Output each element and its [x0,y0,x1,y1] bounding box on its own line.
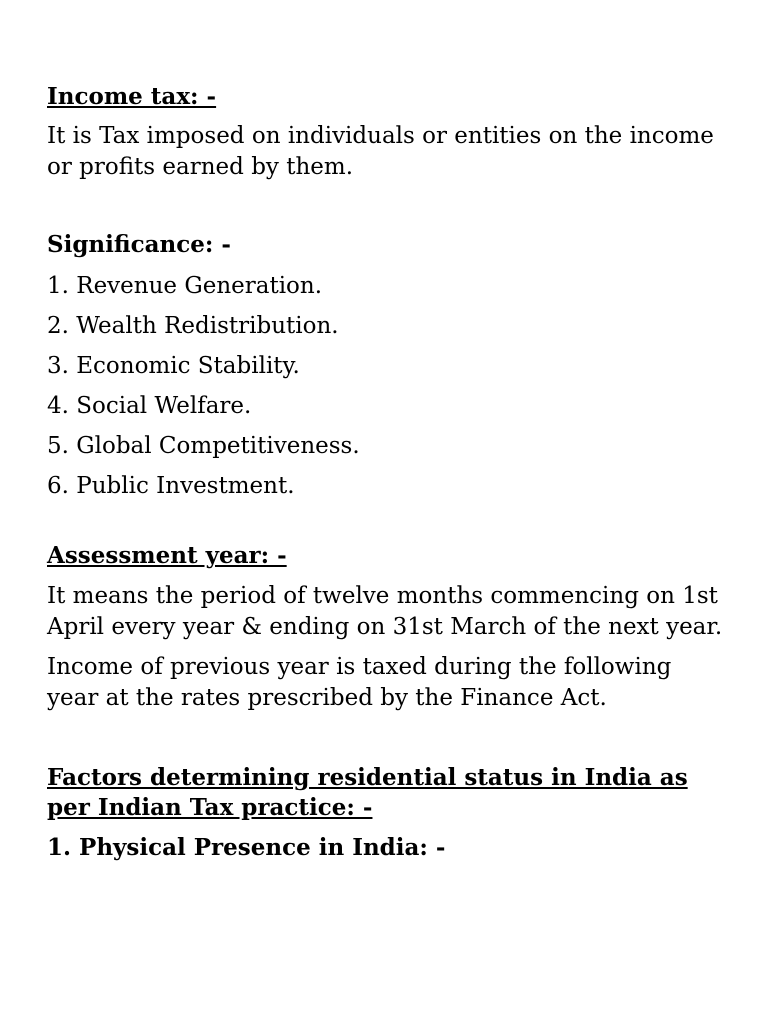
income-tax-heading: Income tax: - [47,83,217,110]
list-item: 4. Social Welfare. [47,393,252,419]
list-item: 6. Public Investment. [47,473,295,499]
list-item: 2. Wealth Redistribution. [47,313,339,339]
list-item: 1. Revenue Generation. [47,273,323,299]
document-page [47,82,727,863]
income-tax-definition: It is Tax imposed on individuals or entities on the income or profits earned by them. [47,123,714,180]
assessment-year-heading: Assessment year: - [47,542,287,569]
significance-list [47,271,727,501]
significance-heading: Significance: - [47,231,231,258]
list-item: 3. Economic Stability. [47,353,300,379]
assessment-year-paragraph-1: It means the period of twelve months commencing on 1st April every year & ending on 31st March of the next year. [47,583,723,640]
list-item: 5. Global Competitiveness. [47,433,360,459]
assessment-year-paragraph-2: Income of previous year is taxed during the following year at the rates prescribed by the Finance Act. [47,654,672,711]
factors-heading: Factors determining residential status in India as per Indian Tax practice: - [47,764,688,821]
physical-presence-heading: 1. Physical Presence in India: - [47,834,446,861]
